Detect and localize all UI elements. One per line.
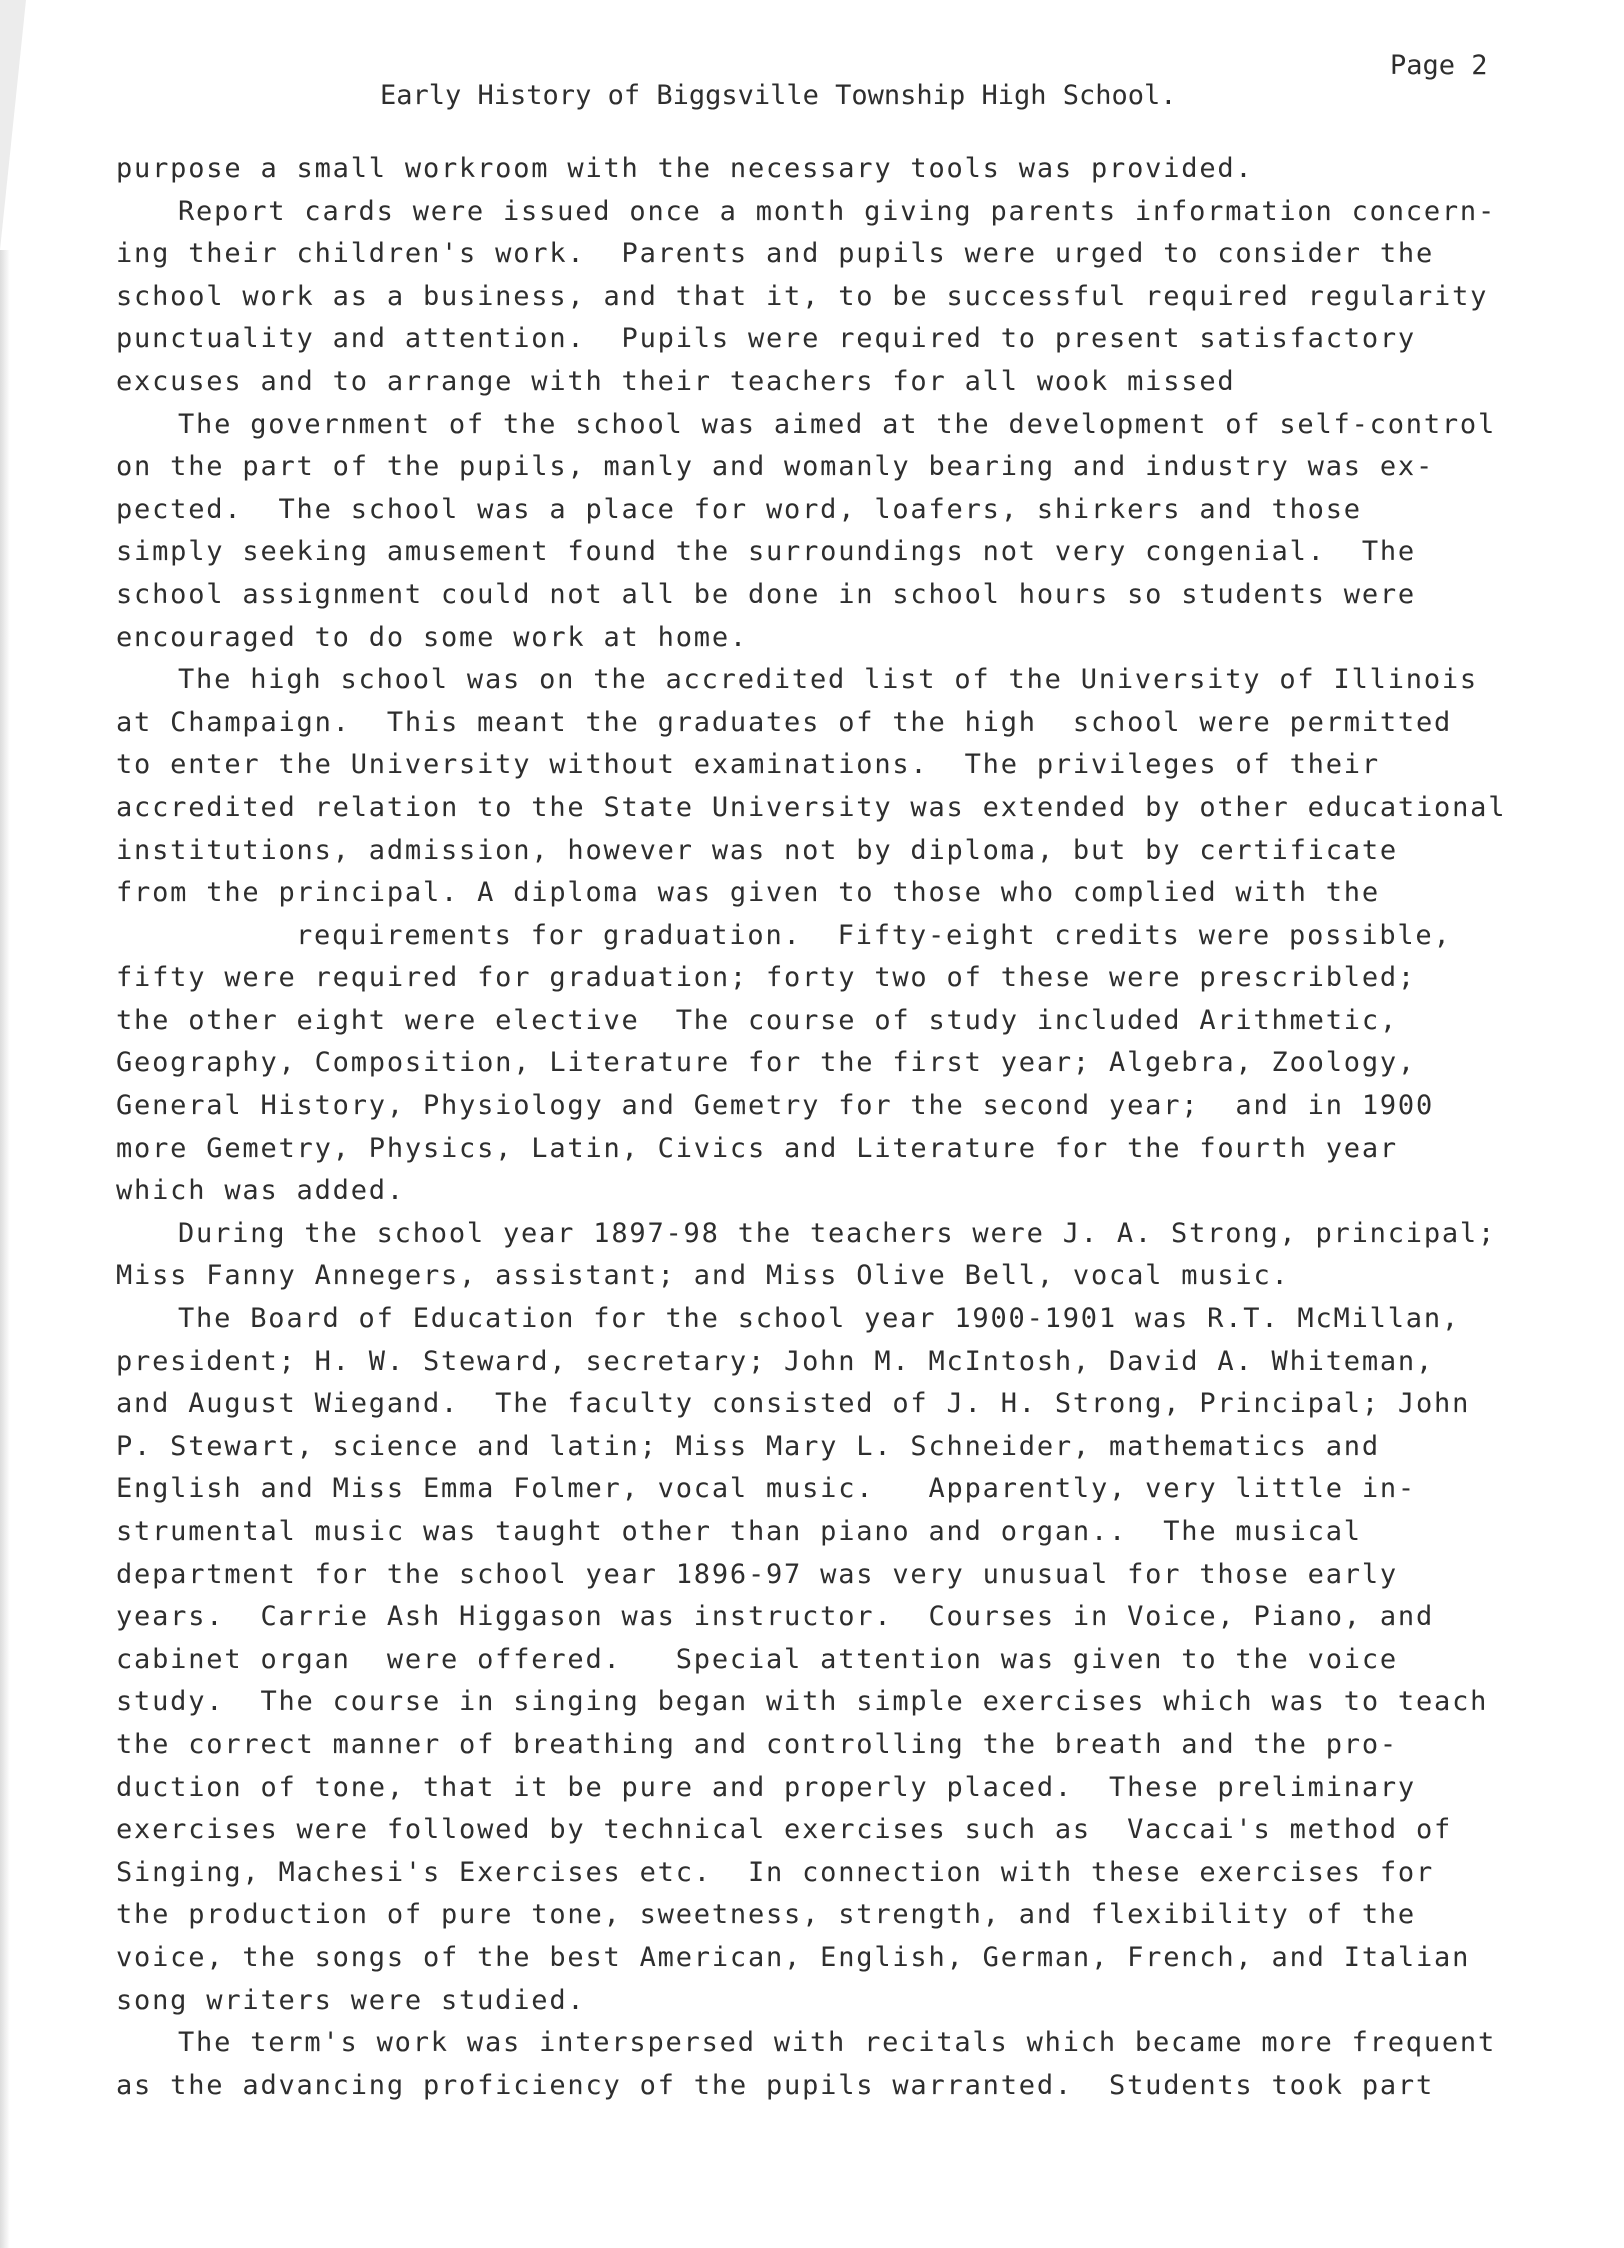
text-line: The government of the school was aimed at the development of self-control [178,408,1497,440]
text-line: The term's work was interspersed with recitals which became more frequent [178,2027,1497,2059]
text-line: the other eight were elective The course of study included Arithmetic, [116,1004,1398,1036]
text-line: pected. The school was a place for word, loafers, shirkers and those [116,493,1362,525]
text-line: Geography, Composition, Literature for the first year; Algebra, Zoology, [116,1047,1416,1079]
text-line: ing their children's work. Parents and pupils were urged to consider the [116,238,1435,270]
text-line: study. The course in singing began with simple exercises which was to teach [116,1686,1489,1718]
text-line: fifty were required for graduation; forty two of these were prescribled; [116,962,1416,994]
page-title: Early History of Biggsville Township High School. [380,80,1177,111]
text-line: the production of pure tone, sweetness, strength, and flexibility of the [116,1899,1416,1931]
text-line: English and Miss Emma Folmer, vocal music. Apparently, very little in- [116,1473,1416,1505]
text-line: school work as a business, and that it, to be successful required regularity [116,280,1489,312]
text-line: exercises were followed by technical exercises such as Vaccai's method of [116,1814,1453,1846]
body-text [0,148,1624,2107]
text-line: which was added. [116,1175,405,1207]
text-line: requirements for graduation. Fifty-eight credits were possible, [296,919,1452,951]
text-line: at Champaign. This meant the graduates of the high school were permitted [116,706,1453,738]
text-line: as the advancing proficiency of the pupils warranted. Students took part [116,2069,1435,2101]
text-line: more Gemetry, Physics, Latin, Civics and Literature for the fourth year [116,1132,1398,1164]
text-line: school assignment could not all be done in school hours so students were [116,578,1416,610]
text-line: Miss Fanny Annegers, assistant; and Miss Olive Bell, vocal music. [116,1260,1290,1292]
text-line: years. Carrie Ash Higgason was instructor. Courses in Voice, Piano, and [116,1601,1435,1633]
text-line: Report cards were issued once a month giving parents information concern- [178,195,1497,227]
text-line: duction of tone, that it be pure and properly placed. These preliminary [116,1771,1416,1803]
text-line: institutions, admission, however was not by diploma, but by certificate [116,834,1398,866]
page-number: Page 2 [1390,50,1488,81]
text-line: The high school was on the accredited list of the University of Illinois [178,664,1478,696]
text-line: purpose a small workroom with the necessary tools was provided. [116,153,1254,184]
text-line: During the school year 1897-98 the teachers were J. A. Strong, principal; [178,1217,1497,1249]
text-line: and August Wiegand. The faculty consisted of J. H. Strong, Principal; John [116,1388,1471,1420]
text-line: from the principal. A diploma was given to those who complied with the [116,877,1380,909]
text-line: punctuality and attention. Pupils were required to present satisfactory [116,323,1416,355]
text-line: to enter the University without examinations. The privileges of their [116,749,1380,781]
text-line: song writers were studied. [116,1984,586,2016]
text-line: encouraged to do some work at home. [116,621,748,653]
text-line: the correct manner of breathing and controlling the breath and the pro- [116,1728,1398,1760]
text-line: simply seeking amusement found the surroundings not very congenial. The [116,536,1416,568]
text-line: General History, Physiology and Gemetry for the second year; and in 1900 [116,1090,1435,1122]
text-line: The Board of Education for the school year 1900-1901 was R.T. McMillan, [178,1303,1460,1335]
text-line: president; H. W. Steward, secretary; John M. McIntosh, David A. Whiteman, [116,1345,1435,1377]
text-line: excuses and to arrange with their teachers for all wook missed [116,365,1236,397]
text-line: strumental music was taught other than piano and organ.. The musical [116,1516,1362,1547]
text-line: Singing, Machesi's Exercises etc. In connection with these exercises for [116,1856,1435,1888]
text-line: accredited relation to the State University was extended by other educational [116,791,1507,823]
text-line: department for the school year 1896-97 was very unusual for those early [116,1558,1398,1590]
text-line: voice, the songs of the best American, English, German, French, and Italian [116,1941,1471,1973]
text-line: on the part of the pupils, manly and womanly bearing and industry was ex- [116,451,1435,483]
text-line: cabinet organ were offered. Special attention was given to the voice [116,1643,1398,1675]
text-line: P. Stewart, science and latin; Miss Mary L. Schneider, mathematics and [116,1430,1380,1462]
